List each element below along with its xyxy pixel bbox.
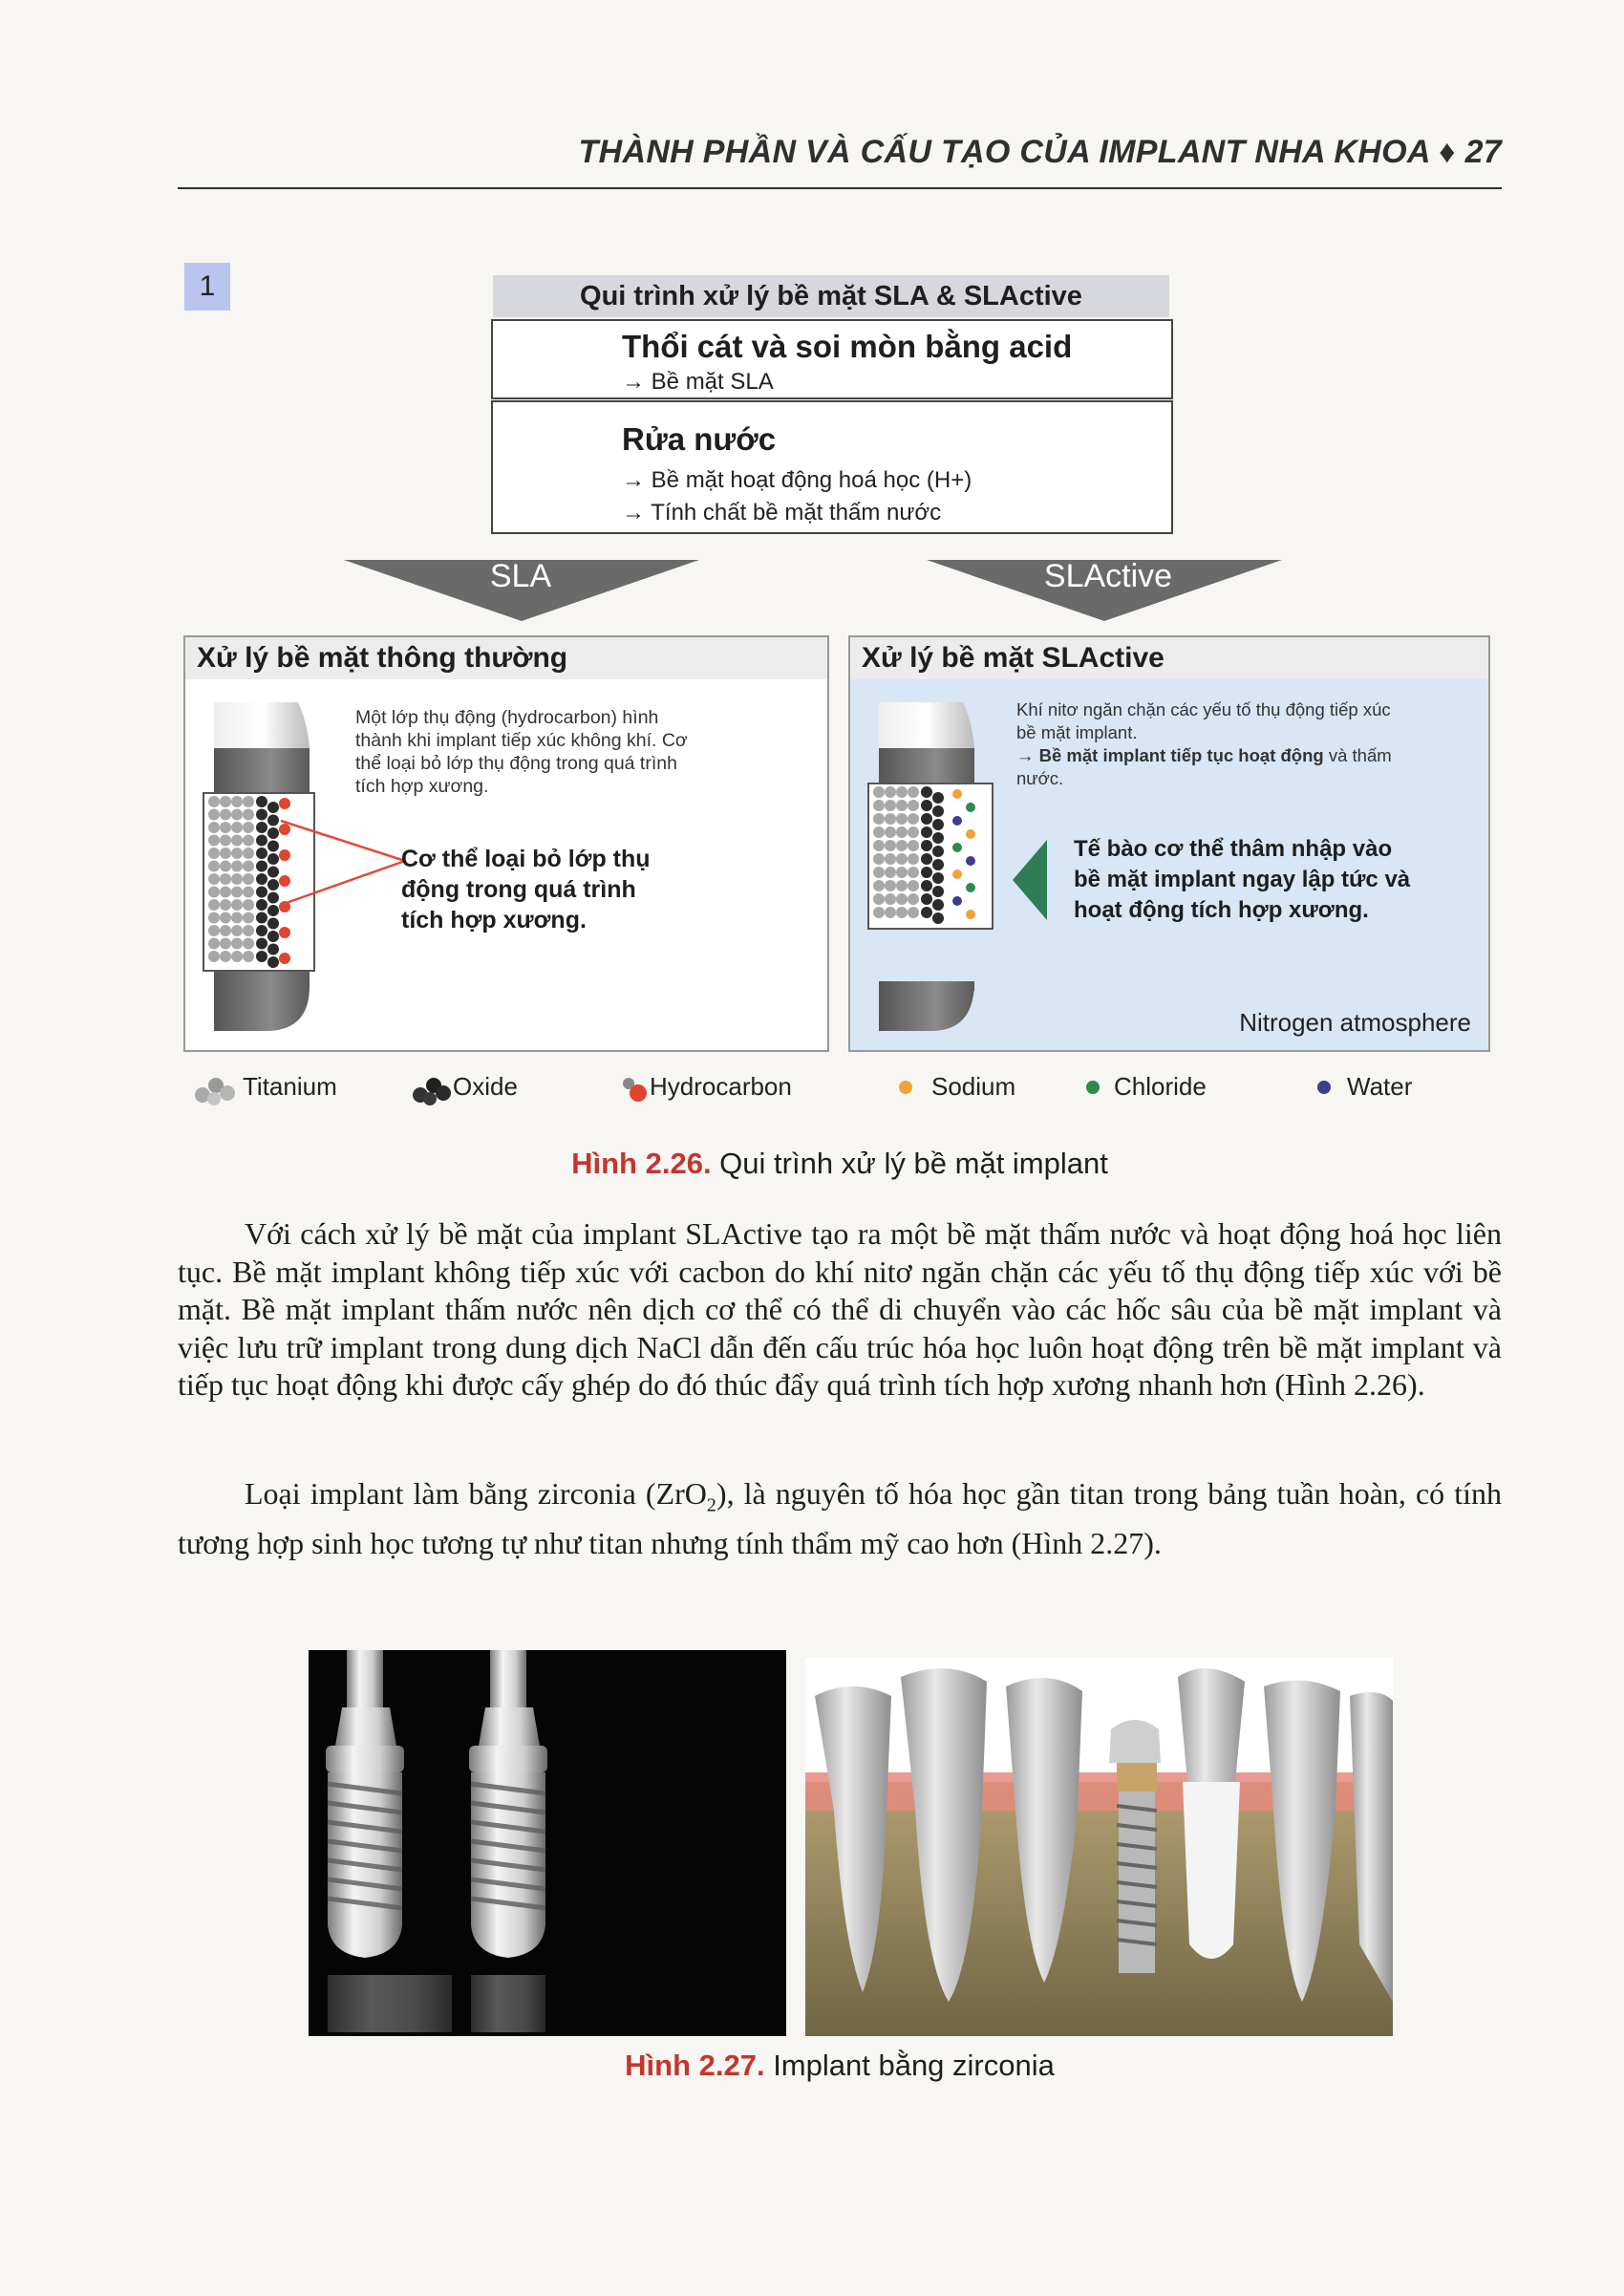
desc-line: thành khi implant tiếp xúc không khí. Cơ xyxy=(355,730,688,751)
titanium-particle xyxy=(896,867,908,878)
titanium-icon xyxy=(193,1072,237,1106)
highlight-line: Tế bào cơ thể thâm nhập vào xyxy=(1074,836,1393,862)
solution-particle xyxy=(952,869,962,879)
titanium-particle xyxy=(885,880,896,891)
titanium-particle xyxy=(908,800,919,811)
titanium-particle xyxy=(896,880,908,891)
solution-particle xyxy=(966,829,975,839)
panel-highlight xyxy=(401,844,651,935)
titanium-particle xyxy=(885,840,896,851)
caption-text: Qui trình xử lý bề mặt implant xyxy=(711,1147,1108,1180)
solution-particle xyxy=(952,789,962,799)
titanium-particle xyxy=(873,800,885,811)
oxide-particle xyxy=(932,912,944,924)
body-paragraph xyxy=(178,1215,1502,1405)
hydrocarbon-icon xyxy=(619,1072,650,1106)
desc-line xyxy=(1016,744,1392,767)
desc-line: nước. xyxy=(1016,768,1064,788)
panel-slactive xyxy=(848,635,1490,1052)
oxide-particle xyxy=(921,786,932,798)
highlight-line: động trong quá trình xyxy=(401,876,636,903)
titanium-particle xyxy=(896,840,908,851)
oxide-particle xyxy=(932,872,944,884)
oxide-particle xyxy=(921,907,932,918)
oxide-particle xyxy=(932,859,944,870)
solution-particle xyxy=(952,843,962,852)
titanium-particle xyxy=(873,893,885,905)
solution-particle xyxy=(952,896,962,906)
caption-text: Implant bằng zirconia xyxy=(764,2049,1055,2082)
highlight-line: hoạt động tích hợp xương. xyxy=(1074,897,1369,923)
sodium-icon xyxy=(896,1078,915,1097)
oxide-particle xyxy=(921,893,932,905)
header-rule xyxy=(178,187,1502,189)
panel-title: Xử lý bề mặt thông thường xyxy=(185,637,827,679)
step-result: → Bề mặt SLA xyxy=(622,369,774,395)
step-result: → Tính chất bề mặt thấm nước xyxy=(622,500,942,526)
legend-chloride: Chloride xyxy=(1114,1072,1207,1101)
legend-oxide: Oxide xyxy=(453,1072,518,1101)
figure-caption xyxy=(178,2049,1502,2083)
titanium-particle xyxy=(873,840,885,851)
titanium-particle xyxy=(873,813,885,825)
highlight-line: Cơ thể loại bỏ lớp thụ xyxy=(401,846,651,872)
titanium-particle xyxy=(896,800,908,811)
highlight-line: bề mặt implant ngay lập tức và xyxy=(1074,867,1411,892)
slactive-arrow-label: SLActive xyxy=(1043,558,1173,594)
atmosphere-label: Nitrogen atmosphere xyxy=(1239,1008,1471,1037)
chloride-icon xyxy=(1083,1078,1102,1097)
oxide-particle xyxy=(921,867,932,878)
titanium-particle xyxy=(885,867,896,878)
titanium-particle xyxy=(908,880,919,891)
desc-line: bề mặt implant. xyxy=(1016,722,1138,742)
flow-step-rinse xyxy=(491,400,1173,534)
oxide-particle xyxy=(921,800,932,811)
legend-sodium: Sodium xyxy=(931,1072,1016,1101)
titanium-particle xyxy=(885,826,896,838)
paragraph-text: Loại implant làm bằng zirconia (ZrO xyxy=(245,1476,707,1511)
panel-title: Xử lý bề mặt SLActive xyxy=(850,637,1488,679)
oxide-particle xyxy=(932,805,944,817)
titanium-particle xyxy=(896,907,908,918)
particle-grid xyxy=(869,784,992,928)
desc-bold: → Bề mặt implant tiếp tục hoạt động xyxy=(1016,745,1324,765)
oxide-particle xyxy=(932,899,944,911)
desc-line: tích hợp xương. xyxy=(355,776,489,797)
titanium-particle xyxy=(908,813,919,825)
zirconia-implants-photo xyxy=(309,1650,786,2036)
titanium-particle xyxy=(908,840,919,851)
paragraph-text: Với cách xử lý bề mặt của implant SLActive tạo ra một bề mặt thấm nước và hoạt động hoá học liên tục. Bề mặt implant không tiếp xúc với cacbon do khí nitơ ngăn chặn các yếu tố thụ động tiếp xúc với bề mặt. Bề mặt implant thấm nước nên dịch cơ thể có thể di chuyển vào các hốc sâu của bề mặt implant và việc lưu trữ implant trong dung dịch NaCl dẫn đến cấu trúc hóa học luôn hoạt động trên bề mặt implant và tiếp tục hoạt động khi được cấy ghép do đó thúc đẩy quá trình tích hợp xương nhanh hơn (Hình 2.26). xyxy=(178,1216,1502,1402)
titanium-particle xyxy=(873,867,885,878)
titanium-particle xyxy=(885,893,896,905)
oxide-particle xyxy=(921,880,932,891)
titanium-particle xyxy=(873,880,885,891)
oxide-particle xyxy=(921,853,932,865)
titanium-particle xyxy=(908,853,919,865)
titanium-particle xyxy=(896,893,908,905)
legend-water: Water xyxy=(1347,1072,1413,1101)
solution-particle xyxy=(966,910,975,919)
titanium-particle xyxy=(885,786,896,798)
titanium-particle xyxy=(908,907,919,918)
panel-description xyxy=(355,706,688,798)
titanium-particle xyxy=(873,853,885,865)
titanium-particle xyxy=(908,826,919,838)
oxide-particle xyxy=(932,819,944,830)
solution-particle xyxy=(966,803,975,812)
solution-particle xyxy=(952,816,962,826)
panel-description xyxy=(1016,698,1392,790)
implant-in-jaw-photo xyxy=(805,1658,1393,2036)
titanium-particle xyxy=(908,786,919,798)
step-title: Thổi cát và soi mòn bằng acid xyxy=(622,329,1073,364)
panel-conventional xyxy=(183,635,829,1052)
titanium-particle xyxy=(873,907,885,918)
oxide-particle xyxy=(932,886,944,897)
titanium-particle xyxy=(908,893,919,905)
titanium-particle xyxy=(885,907,896,918)
desc-line: Một lớp thụ động (hydrocarbon) hình xyxy=(355,707,659,728)
caption-number: Hình 2.26. xyxy=(571,1147,712,1180)
oxide-particle xyxy=(932,846,944,857)
subscript: 2 xyxy=(706,1494,716,1516)
paragraph-text: ), là nguyên tố hóa học gần titan trong bảng tuần hoàn, có tính tương hợp sinh học tương tự như titan nhưng tính thẩm mỹ cao hơn (Hình 2.27). xyxy=(178,1476,1503,1560)
step-title: Rửa nước xyxy=(622,421,777,457)
flow-title: Qui trình xử lý bề mặt SLA & SLActive xyxy=(493,275,1169,317)
solution-particle xyxy=(966,856,975,866)
desc-line: thể loại bỏ lớp thụ động trong quá trình xyxy=(355,753,677,774)
titanium-particle xyxy=(908,867,919,878)
figure-caption xyxy=(178,1147,1502,1181)
step-result: → Bề mặt hoạt động hoá học (H+) xyxy=(622,467,972,493)
solution-particle xyxy=(966,883,975,892)
titanium-particle xyxy=(896,813,908,825)
water-icon xyxy=(1314,1078,1334,1097)
desc-line: Khí nitơ ngăn chặn các yếu tố thụ động tiếp xúc xyxy=(1016,699,1391,719)
oxide-particle xyxy=(932,832,944,844)
titanium-particle xyxy=(873,826,885,838)
titanium-particle xyxy=(885,800,896,811)
oxide-particle xyxy=(921,826,932,838)
body-paragraph xyxy=(178,1475,1502,1562)
figure-number-badge: 1 xyxy=(184,263,230,311)
desc-tail: và thấm xyxy=(1323,745,1392,765)
titanium-particle xyxy=(896,786,908,798)
titanium-particle xyxy=(885,813,896,825)
running-header: THÀNH PHẦN VÀ CẤU TẠO CỦA IMPLANT NHA KHOA ♦ 27 xyxy=(578,134,1502,170)
panel-highlight xyxy=(1074,834,1410,926)
legend-hydrocarbon: Hydrocarbon xyxy=(650,1072,792,1101)
legend-titanium: Titanium xyxy=(243,1072,337,1101)
surface-zoom-box xyxy=(867,783,994,930)
oxide-particle xyxy=(932,792,944,804)
titanium-particle xyxy=(896,853,908,865)
caption-number: Hình 2.27. xyxy=(625,2049,765,2082)
oxide-particle xyxy=(921,840,932,851)
titanium-particle xyxy=(885,853,896,865)
titanium-particle xyxy=(873,786,885,798)
flow-step-sandblast xyxy=(491,319,1173,399)
highlight-line: tích hợp xương. xyxy=(401,907,587,933)
oxide-icon xyxy=(411,1072,455,1106)
titanium-particle xyxy=(896,826,908,838)
green-arrow-icon xyxy=(1013,840,1051,920)
sla-arrow-label: SLA xyxy=(489,558,552,594)
oxide-particle xyxy=(921,813,932,825)
